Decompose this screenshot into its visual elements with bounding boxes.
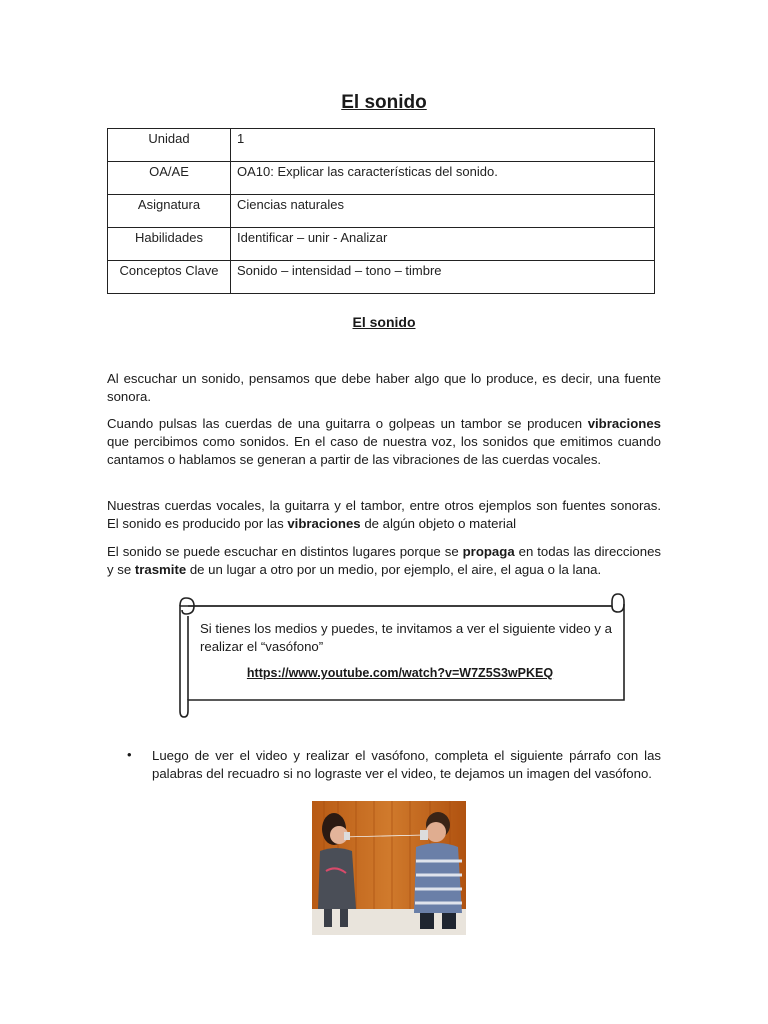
table-value: Sonido – intensidad – tono – timbre <box>231 261 655 294</box>
info-table <box>107 128 655 294</box>
scroll-text: Si tienes los medios y puedes, te invitamos a ver el siguiente video y a realizar el “vasófono” <box>200 621 612 654</box>
table-value: OA10: Explicar las características del sonido. <box>231 162 655 195</box>
table-row <box>108 162 655 195</box>
bullet-text: Luego de ver el video y realizar el vasófono, completa el siguiente párrafo con las palabras del recuadro si no lograste ver el video, te dejamos un imagen del vasófono. <box>152 748 661 781</box>
bold-term: vibraciones <box>587 416 661 431</box>
text-run: de algún objeto o material <box>360 516 517 531</box>
table-key: Conceptos Clave <box>108 261 231 294</box>
table-key: Unidad <box>108 129 231 162</box>
table-row <box>108 228 655 261</box>
paragraph-intro: Al escuchar un sonido, pensamos que debe haber algo que lo produce, es decir, una fuente sonora. <box>107 371 661 404</box>
bold-term: vibraciones <box>287 516 361 531</box>
table-key: Asignatura <box>108 195 231 228</box>
text-run: El sonido se puede escuchar en distintos lugares porque se <box>107 544 463 559</box>
text-run: de un lugar a otro por un medio, por ejemplo, el aire, el agua o la lana. <box>186 562 602 577</box>
paragraph-propagation <box>107 543 661 579</box>
text-run: que percibimos como sonidos. En el caso de nuestra voz, los sonidos que emitimos cuando cantamos o hablamos se generan a partir de las vibraciones de las cuerdas vocales. <box>107 434 661 467</box>
scroll-callout <box>170 586 632 720</box>
table-row <box>108 195 655 228</box>
table-row <box>108 261 655 294</box>
bold-term: propaga <box>462 544 515 559</box>
text-run: Cuando pulsas las cuerdas de una guitarra o golpeas un tambor se producen <box>107 416 588 431</box>
table-row <box>108 129 655 162</box>
table-value: 1 <box>231 129 655 162</box>
table-value: Ciencias naturales <box>231 195 655 228</box>
paragraph-vibrations <box>107 415 661 469</box>
table-value: Identificar – unir - Analizar <box>231 228 655 261</box>
table-key: OA/AE <box>108 162 231 195</box>
bullet-icon: • <box>127 747 132 762</box>
vasofono-image <box>312 801 466 935</box>
paragraph-sources <box>107 497 661 533</box>
page-title: El sonido <box>341 92 427 113</box>
vasofono-photo <box>312 801 466 935</box>
bold-term: trasmite <box>134 562 187 577</box>
section-title: El sonido <box>352 314 416 330</box>
text-run: en todas las direcciones y se <box>107 544 661 577</box>
video-link[interactable]: https://www.youtube.com/watch?v=W7Z5S3wPKEQ <box>246 666 554 680</box>
table-key: Habilidades <box>108 228 231 261</box>
text-run: Nuestras cuerdas vocales, la guitarra y el tambor, entre otros ejemplos son fuentes sonoras. El sonido es producido por las <box>107 498 661 531</box>
